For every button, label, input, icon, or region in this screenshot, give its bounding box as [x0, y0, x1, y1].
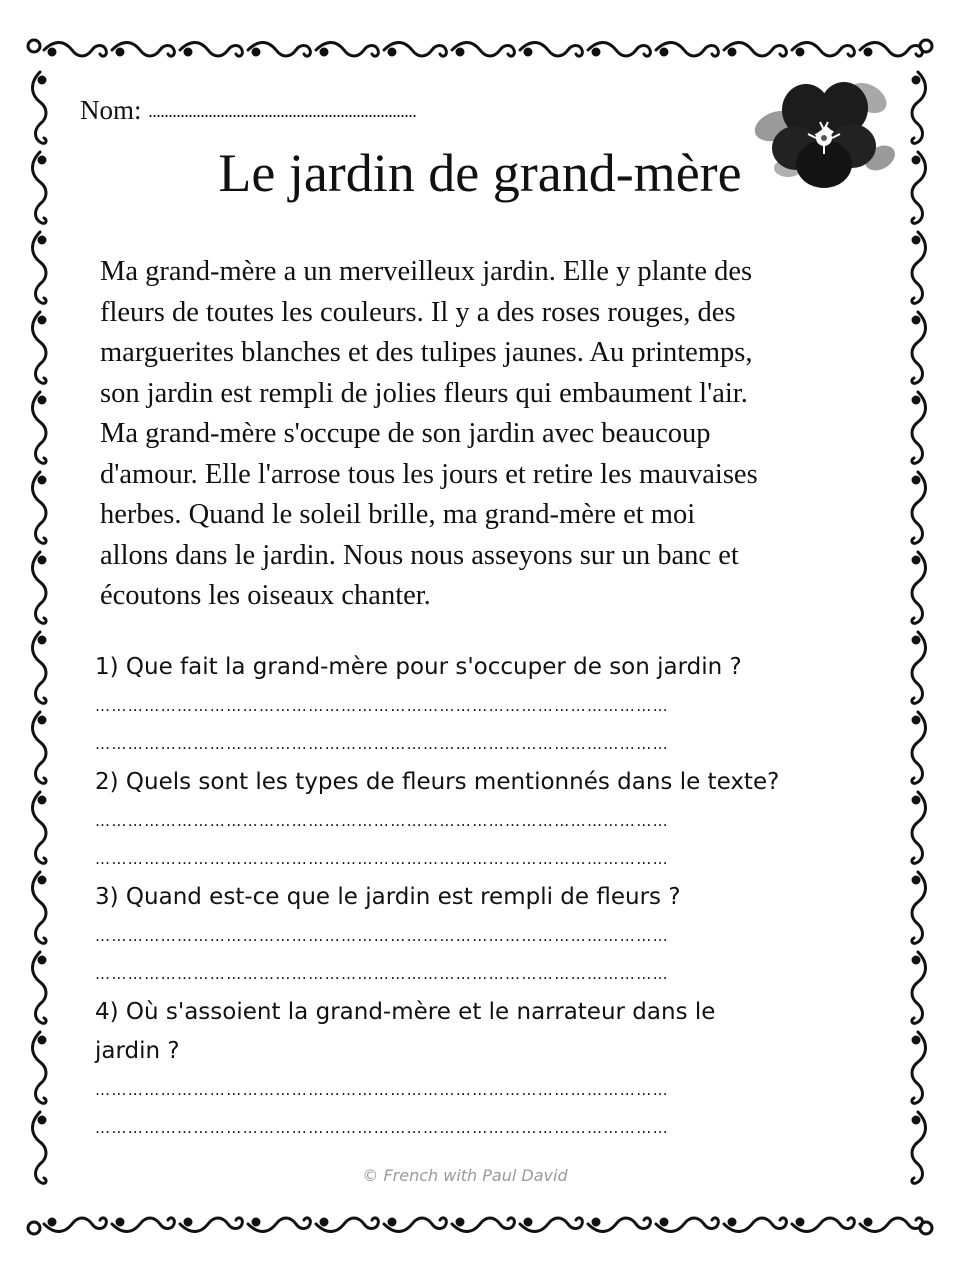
- answer-line[interactable]: ……………………………………………………………………………………………: [95, 927, 669, 945]
- question-1: 1) Que fait la grand-mère pour s'occuper de son jardin ?: [95, 654, 742, 680]
- copyright-footer: © French with Paul David: [362, 1166, 568, 1185]
- passage-line: marguerites blanches et des tulipes jaunes. Au printemps,: [100, 337, 753, 368]
- question-2: 2) Quels sont les types de fleurs mentionnés dans le texte?: [95, 769, 780, 795]
- passage-line: allons dans le jardin. Nous nous asseyons sur un banc et: [100, 539, 739, 571]
- passage-line: son jardin est rempli de jolies fleurs qui embaument l'air.: [100, 377, 748, 409]
- reading-passage: [100, 252, 880, 617]
- passage-line: Ma grand-mère a un merveilleux jardin. Elle y plante des: [100, 256, 753, 287]
- passage-line: écoutons les oiseaux chanter.: [100, 580, 431, 611]
- question-3: 3) Quand est-ce que le jardin est rempli de fleurs ?: [95, 884, 681, 910]
- passage-line: d'amour. Elle l'arrose tous les jours et retire les mauvaises: [100, 458, 758, 490]
- name-label: Nom:: [80, 95, 142, 125]
- question-4-continued: jardin ?: [95, 1038, 180, 1064]
- answer-line[interactable]: ……………………………………………………………………………………………: [95, 735, 669, 753]
- passage-line: herbes. Quand le soleil brille, ma grand-mère et moi: [100, 499, 696, 530]
- passage-line: fleurs de toutes les couleurs. Il y a des roses rouges, des: [100, 296, 736, 328]
- answer-line[interactable]: ……………………………………………………………………………………………: [95, 965, 669, 983]
- passage-line: Ma grand-mère s'occupe de son jardin avec beaucoup: [100, 418, 711, 449]
- pansy-flower-icon: [748, 68, 898, 198]
- answer-line[interactable]: ……………………………………………………………………………………………: [95, 812, 669, 830]
- question-4: 4) Où s'assoient la grand-mère et le narrateur dans le: [95, 999, 716, 1025]
- worksheet-title: Le jardin de grand-mère: [218, 143, 742, 203]
- name-field: [80, 92, 416, 129]
- answer-line[interactable]: ……………………………………………………………………………………………: [95, 1119, 669, 1137]
- answer-line[interactable]: ……………………………………………………………………………………………: [95, 1081, 669, 1099]
- question-list: [95, 648, 885, 1147]
- name-blank-line: ...................................................................: [148, 101, 417, 121]
- answer-line[interactable]: ……………………………………………………………………………………………: [95, 850, 669, 868]
- answer-line[interactable]: ……………………………………………………………………………………………: [95, 697, 669, 715]
